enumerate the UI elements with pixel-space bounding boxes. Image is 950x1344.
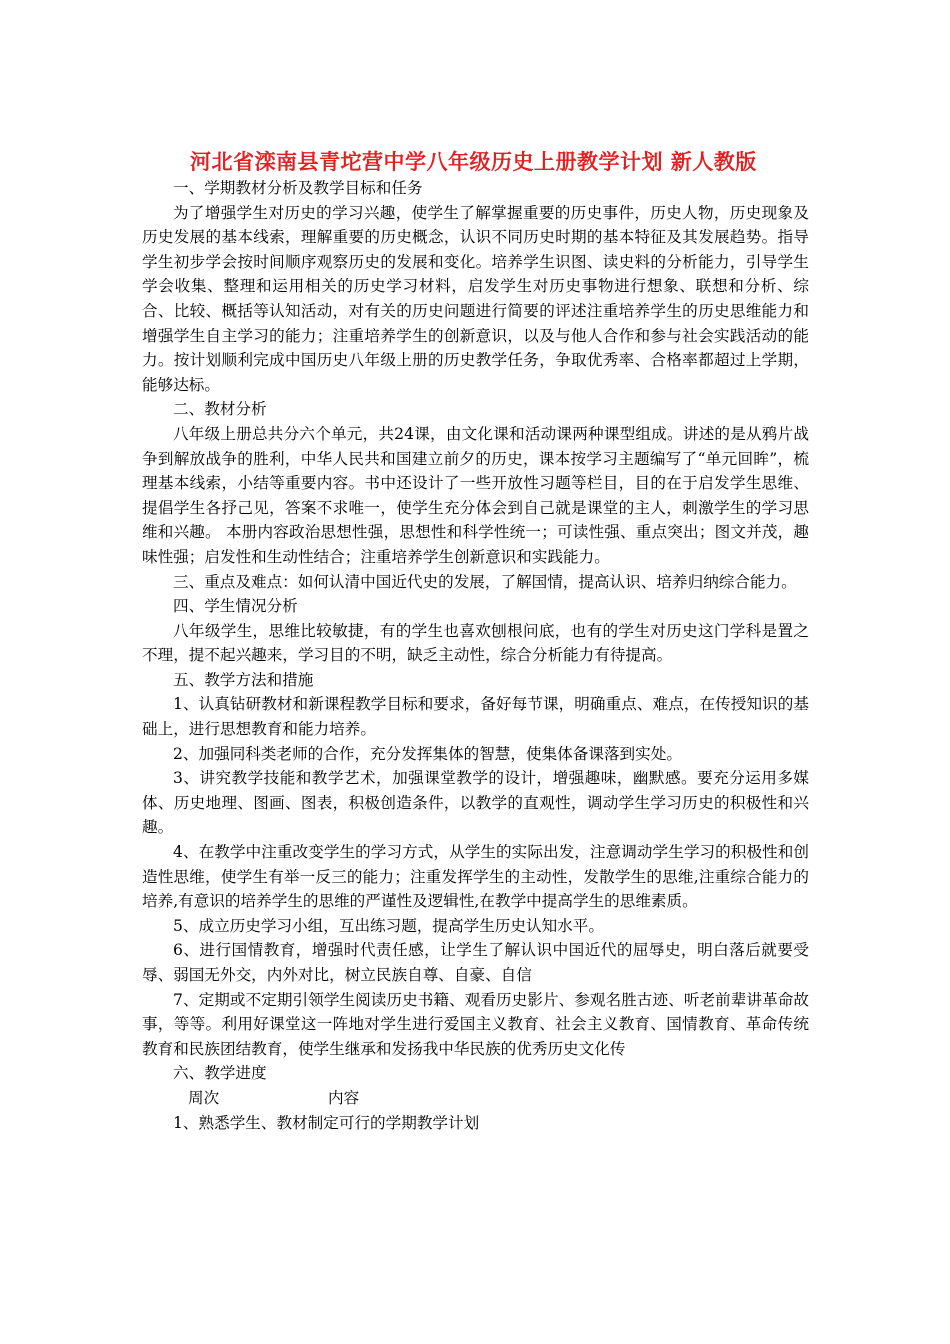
- section-5: [142, 668, 809, 1062]
- list-item: 3、讲究教学技能和教学艺术，加强课堂教学的设计，增强趣味，幽默感。要充分运用多媒体、历史地理、图画、图表，积极创造条件，以教学的直观性，调动学生学习历史的积极性和兴趣。: [142, 769, 809, 837]
- section-3: [142, 570, 809, 595]
- list-item: 2、加强同科类老师的合作，充分发挥集体的智慧，使集体备课落到实处。: [173, 744, 682, 763]
- list-item: 6、进行国情教育，增强时代责任感，让学生了解认识中国近代的屈辱史，明白落后就要受辱、弱国无外交，内外对比，树立民族自尊、自豪、自信: [142, 941, 809, 984]
- section-6: [142, 1061, 809, 1135]
- list-item: 7、定期或不定期引领学生阅读历史书籍、观看历史影片、参观名胜古迹、听老前辈讲革命故事，等等。利用好课堂这一阵地对学生进行爱国主义教育、社会主义教育、国情教育、革命传统教育和民族团结教育，使学生继承和发扬我中华民族的优秀历史文化传: [142, 990, 809, 1058]
- schedule-col-content: 内容: [328, 1088, 360, 1107]
- section-heading: 四、学生情况分析: [173, 597, 298, 616]
- section-heading: 二、教材分析: [173, 400, 267, 419]
- paragraph: 八年级学生，思维比较敏捷，有的学生也喜欢刨根问底，也有的学生对历史这门学科是置之不理，提不起兴趣来，学习目的不明，缺乏主动性，综合分析能力有待提高。: [142, 621, 809, 665]
- list-item: 1、认真钻研教材和新课程教学目标和要求，备好每节课，明确重点、难点，在传授知识的基础上，进行思想教育和能力培养。: [142, 695, 809, 739]
- section-heading: 五、教学方法和措施: [173, 670, 314, 689]
- list-item: 4、在教学中注重改变学生的学习方式，从学生的实际出发，注意调动学生学习的积极性和创造性思维，使学生有举一反三的能力；注重发挥学生的主动性，发散学生的思维,注重综合能力的培养,有意识的培养学生的思维的严谨性及逻辑性,在教学中提高学生的思维素质。: [142, 843, 809, 911]
- section-heading: 六、教学进度: [173, 1064, 267, 1083]
- document-title: 河北省滦南县青坨营中学八年级历史上册教学计划 新人教版: [190, 149, 757, 174]
- section-heading: 三、重点及难点：如何认清中国近代史的发展，了解国情，提高认识、培养归纳综合能力。: [173, 572, 797, 591]
- section-1: [142, 176, 809, 397]
- section-heading: 一、学期教材分析及教学目标和任务: [173, 179, 423, 197]
- paragraph: 八年级上册总共分六个单元，共24课，由文化课和活动课两种课型组成。讲述的是从鸦片战争到解放战争的胜利，中华人民共和国建立前夕的历史，课本按学习主题编写了“单元回眸”，梳理基本线索，小结等重要内容。书中还设计了一些开放性习题等栏目，目的在于启发学生思维、提倡学生各抒己见，答案不求唯一，使学生充分体会到自己就是课堂的主人，刺激学生的学习思维和兴趣。 本册内容政治思想性强，思想性和科学性统一；可读性强、重点突出；图文并茂，趣味性强；启发性和生动性结合；注重培养学生创新意识和实践能力。: [142, 424, 809, 566]
- schedule-row: 1、熟悉学生、教材制定可行的学期教学计划: [173, 1113, 480, 1132]
- section-4: [142, 594, 809, 668]
- paragraph: 为了增强学生对历史的学习兴趣，使学生了解掌握重要的历史事件，历史人物，历史现象及历史发展的基本线索，理解重要的历史概念，认识不同历史时期的基本特征及其发展趋势。指导学生初步学会按时间顺序观察历史的发展和变化。培养学生识图、读史料的分析能力，引导学生学会收集、整理和运用相关的历史学习材料，启发学生对历史事物进行想象、联想和分析、综合、比较、概括等认知活动，对有关的历史问题进行简要的评述注重培养学生的历史思维能力和增强学生自主学习的能力；注重培养学生的创新意识，以及与他人合作和参与社会实践活动的能力。按计划顺利完成中国历史八年级上册的历史教学任务，争取优秀率、合格率都超过上学期，能够达标。: [142, 203, 809, 394]
- section-2: [142, 397, 809, 569]
- schedule-col-week: 周次: [188, 1088, 220, 1107]
- list-item: 5、成立历史学习小组，互出练习题，提高学生历史认知水平。: [173, 916, 604, 935]
- schedule-header: [142, 1086, 809, 1111]
- document-page: [142, 148, 809, 1135]
